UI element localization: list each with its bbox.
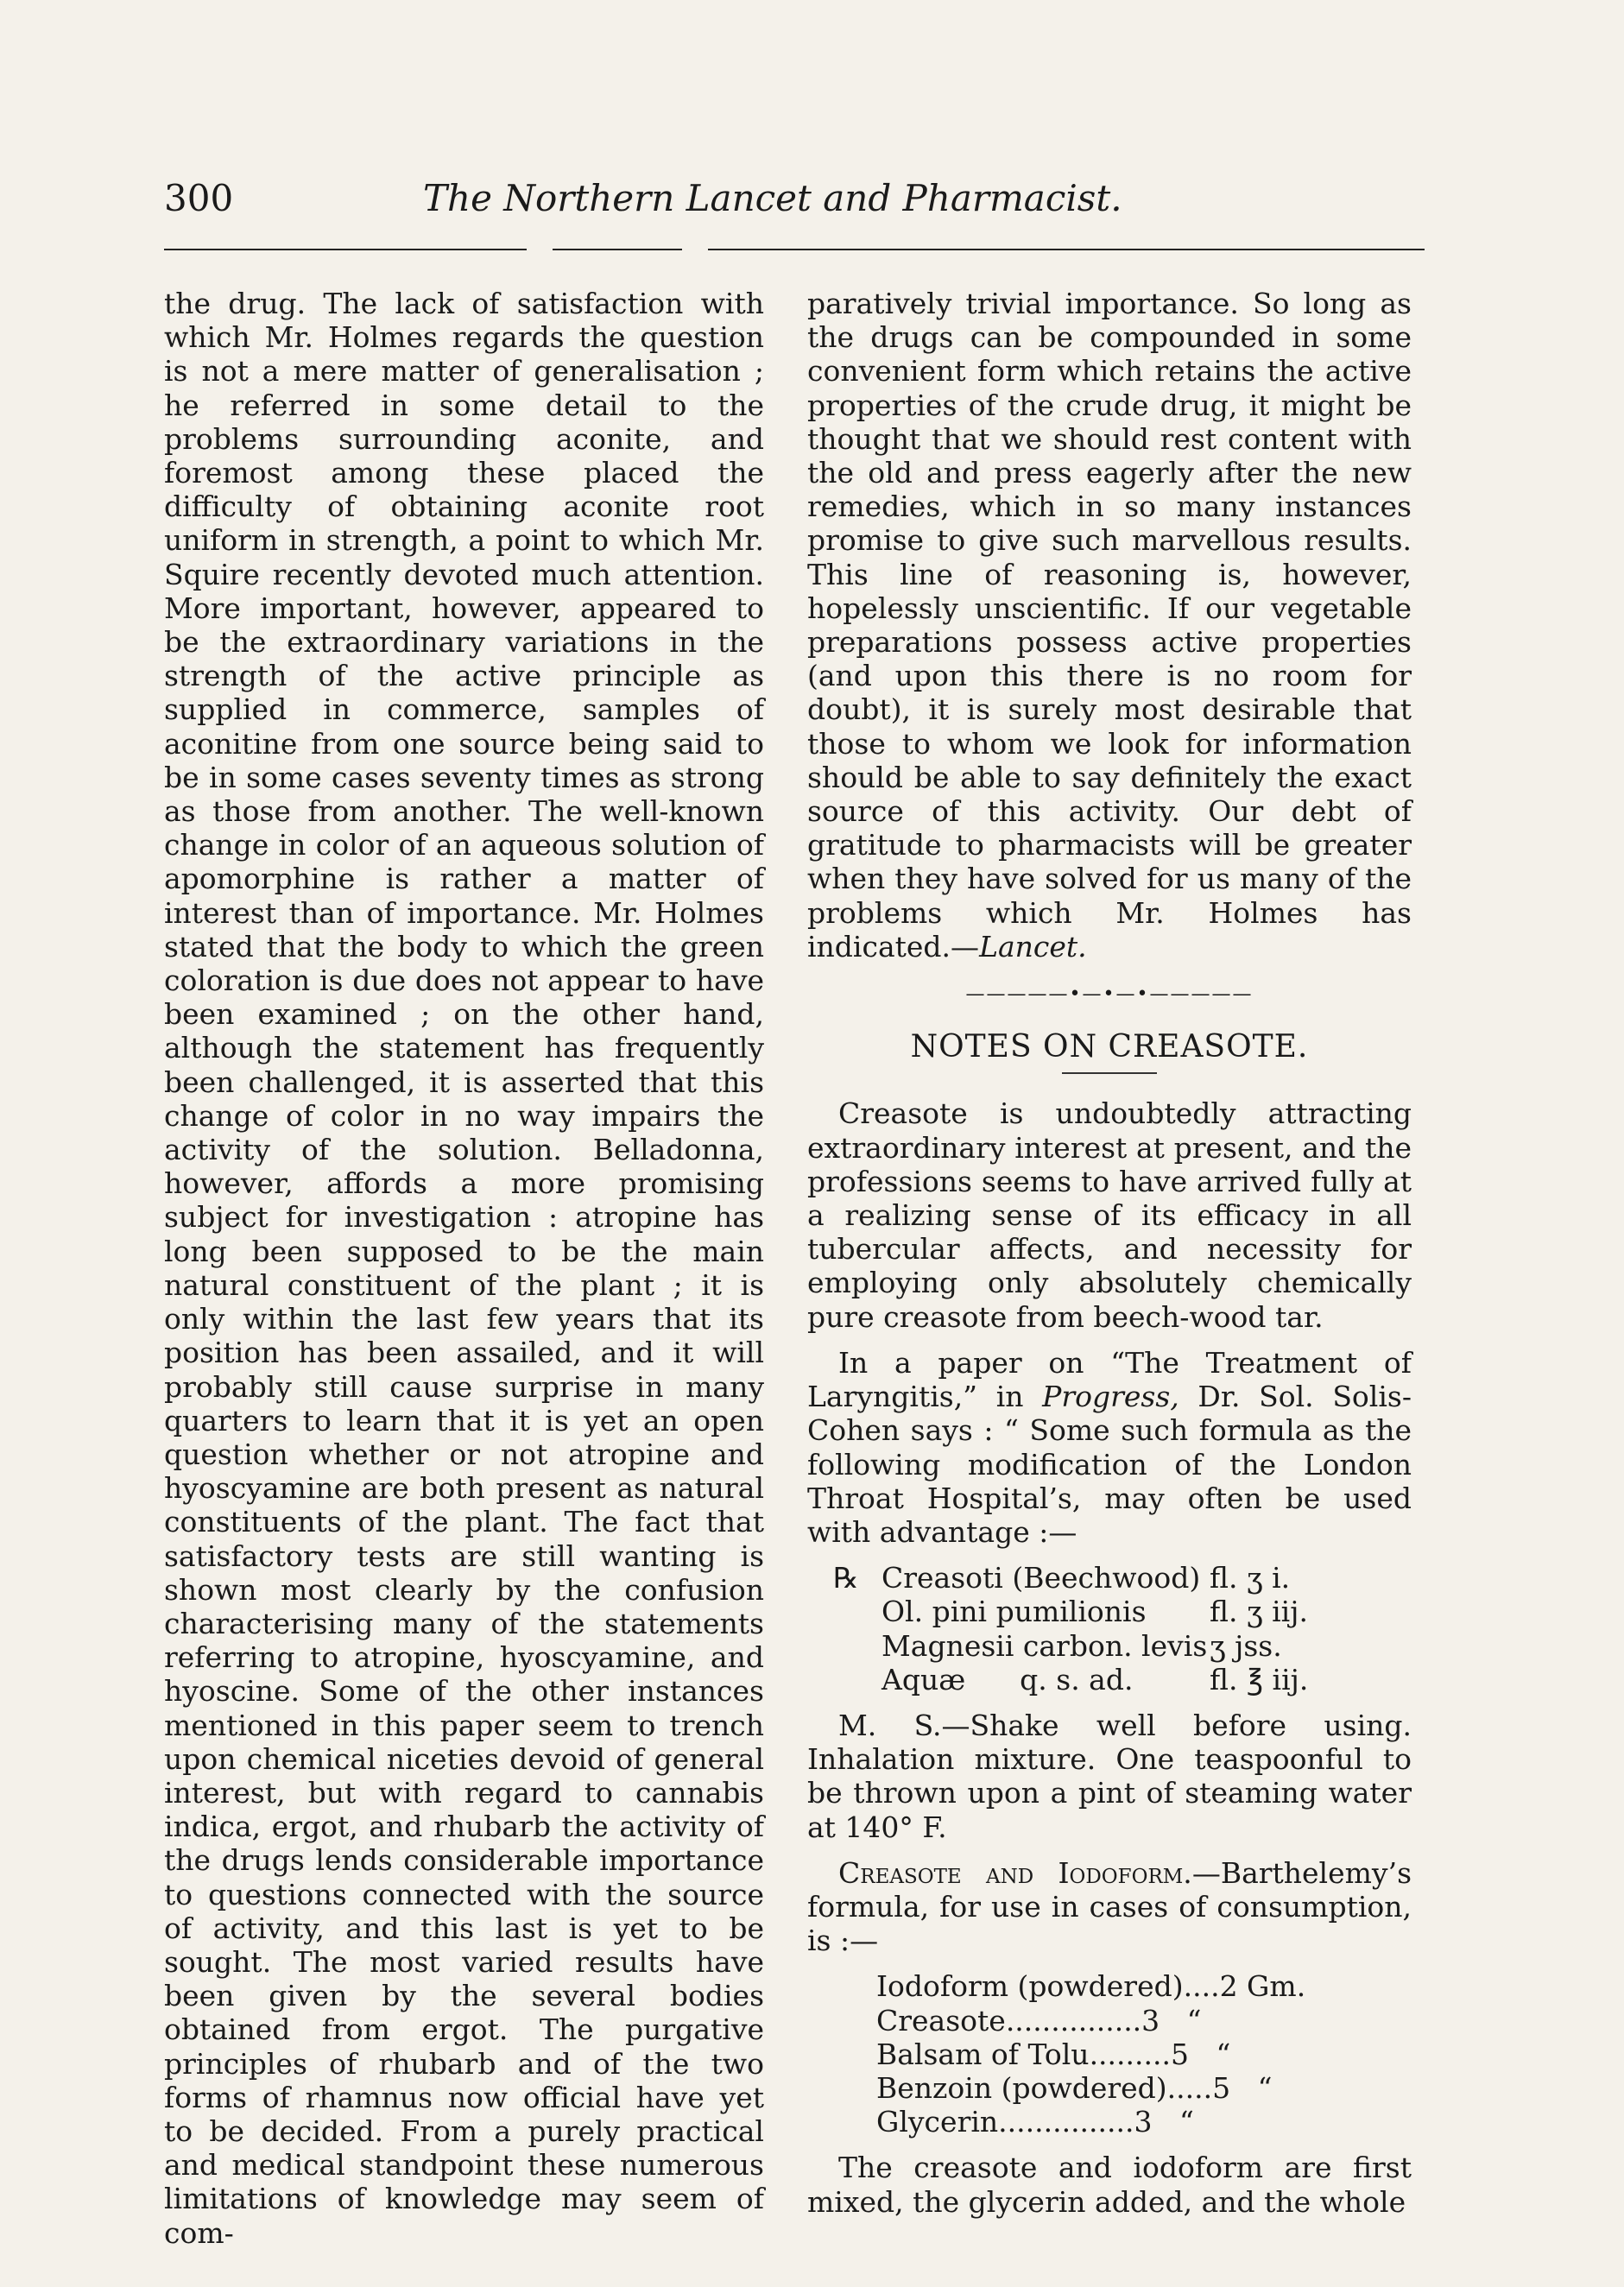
formula-line: Glycerin...............3 “ <box>876 2105 1194 2139</box>
source-citation: Lancet. <box>979 929 1087 963</box>
continuation-text: paratively trivial importance. So long as the drugs can be compounded in some convenient form which retains the active properties of the crude drug, it might be thought that we should rest content with the old and press eagerly after the new remedies, which in so many instances promise to give such marvellous results. This line of reasoning is, however, hopelessly unscientific. If our vegetable preparations possess active properties (and upon this there is no room for doubt), it is surely most desirable that those to whom we look for information should be able to say definitely the exact source of this activity. Our debt of gratitude to pharmacists will be greater when they have solved for us many of the problems which Mr. Holmes has indicated.— <box>807 287 1412 963</box>
page-number: 300 <box>164 177 234 219</box>
creasote-paragraph-3: M. S.—Shake well before using. Inhalation mixture. One teaspoonful to be thrown upon a pint of steaming water at 140° F. <box>807 1708 1412 1844</box>
prescription-line <box>833 1629 1412 1663</box>
header-rule-middle <box>553 249 682 250</box>
formula-line: Balsam of Tolu.........5 “ <box>876 2037 1231 2071</box>
section-ornament: —————•—•—•————— <box>965 983 1254 1006</box>
header-rule-right <box>708 249 1425 250</box>
recipe-symbol: ℞ <box>833 1561 859 1595</box>
ingredient-name: Creasoti (Beechwood) <box>882 1561 1201 1595</box>
formula-block <box>876 1969 1412 2139</box>
ingredient-name: Magnesii carbon. levis <box>882 1628 1208 1663</box>
para2-text-b: Dr. Sol. Solis-Cohen says : “ Some such formula as the following modification of the London Throat Hospital’s, may often be used with advantage :— <box>807 1380 1412 1549</box>
creasote-paragraph-5: The creasote and iodoform are first mixed, the glycerin added, and the whole <box>807 2151 1412 2219</box>
formula-line: Creasote...............3 “ <box>876 2003 1202 2037</box>
header-rule-left <box>164 249 527 250</box>
ingredient-quantity: fl. ʒ iij. <box>1210 1595 1308 1629</box>
left-column-paragraph: the drug. The lack of satisfaction with which Mr. Holmes regards the question is not a mere matter of generalisation ; he referred in some detail to the problems surrounding aconite, and foremost among these placed the difficulty of obtaining aconite root uniform in strength, a point to which Mr. Squire recently devoted much attention. More important, however, appeared to be the extraordinary variations in the strength of the active principle as supplied in commerce, samples of aconitine from one source being said to be in some cases seventy times as strong as those from another. The well-known change in color of an aqueous solution of apomorphine is rather a matter of interest than of importance. Mr. Holmes stated that the body to which the green coloration is due does not appear to have been examined ; on the other hand, although the statement has frequently been challenged, it is asserted that this change of color in no way impairs the activity of the solution. Belladonna, however, affords a more promising subject for investigation : atropine has long been supposed to be the main natural constituent of the plant ; it is only within the last few years that its position has been assailed, and it will probably still cause surprise in many quarters to learn that it is yet an open question whether or not atropine and hyoscyamine are both present as natural constituents of the plant. The fact that satisfactory tests are still wanting is shown most clearly by the confusion characterising many of the statements referring to atropine, hyoscyamine, and hyoscine. Some of the other instances mentioned in this paper seem to trench upon chemical niceties devoid of general interest, but with regard to cannabis indica, ergot, and rhubarb the activity of the drugs lends considerable importance to questions connected with the source of activity, and this last is yet to be sought. The most varied results have been given by the several bodies obtained from ergot. The purgative principles of rhubarb and of the two forms of rhamnus now official have yet to be decided. From a purely practical and medical standpoint these numerous limitations of knowledge may seem of com- <box>164 287 764 2250</box>
recipe-symbol <box>833 1629 882 1663</box>
prescription-block <box>833 1561 1412 1696</box>
recipe-symbol <box>833 1595 882 1628</box>
ingredient-quantity: ʒ jss. <box>1210 1628 1282 1663</box>
formula-line: Iodoform (powdered)....2 Gm. <box>876 1969 1306 2004</box>
formula-line: Benzoin (powdered).....5 “ <box>876 2070 1273 2105</box>
ingredient-name: Aquæ q. s. ad. <box>882 1662 1134 1696</box>
ingredient-name: Ol. pini pumilionis <box>882 1595 1147 1629</box>
prescription-line <box>833 1595 1412 1628</box>
prescription-line <box>833 1561 1412 1595</box>
page-header <box>164 177 1425 229</box>
subsection-lead: Creasote and Iodoform. <box>838 1855 1192 1890</box>
article-continuation <box>807 287 1412 963</box>
ingredient-quantity: fl. ʒ i. <box>1210 1561 1291 1595</box>
prescription-line <box>833 1663 1412 1696</box>
right-column <box>807 287 1412 2231</box>
creasote-paragraph-4 <box>807 1856 1412 1958</box>
creasote-paragraph-1: Creasote is undoubtedly attracting extraordinary interest at present, and the professions seems to have arrived fully at a realizing sense of its efficacy in all tubercular affects, and necessity for employing only absolutely chemically pure creasote from beech-wood tar. <box>807 1096 1412 1334</box>
para4-text: —Barthelemy’s formula, for use in cases of consumption, is :— <box>807 1855 1412 1958</box>
recipe-symbol <box>833 1663 882 1696</box>
journal-name: Progress, <box>1042 1380 1179 1414</box>
left-column <box>164 287 764 2262</box>
section-title: NOTES ON CREASOTE. <box>910 1029 1309 1065</box>
ingredient-quantity: fl. ℥ iij. <box>1210 1662 1309 1696</box>
title-rule <box>1062 1072 1157 1074</box>
creasote-paragraph-2 <box>807 1346 1412 1549</box>
para2-text-a: In a paper on “The Treatment of Laryngitis,” in <box>807 1345 1412 1414</box>
running-title: The Northern Lancet and Pharmacist. <box>423 177 1122 219</box>
